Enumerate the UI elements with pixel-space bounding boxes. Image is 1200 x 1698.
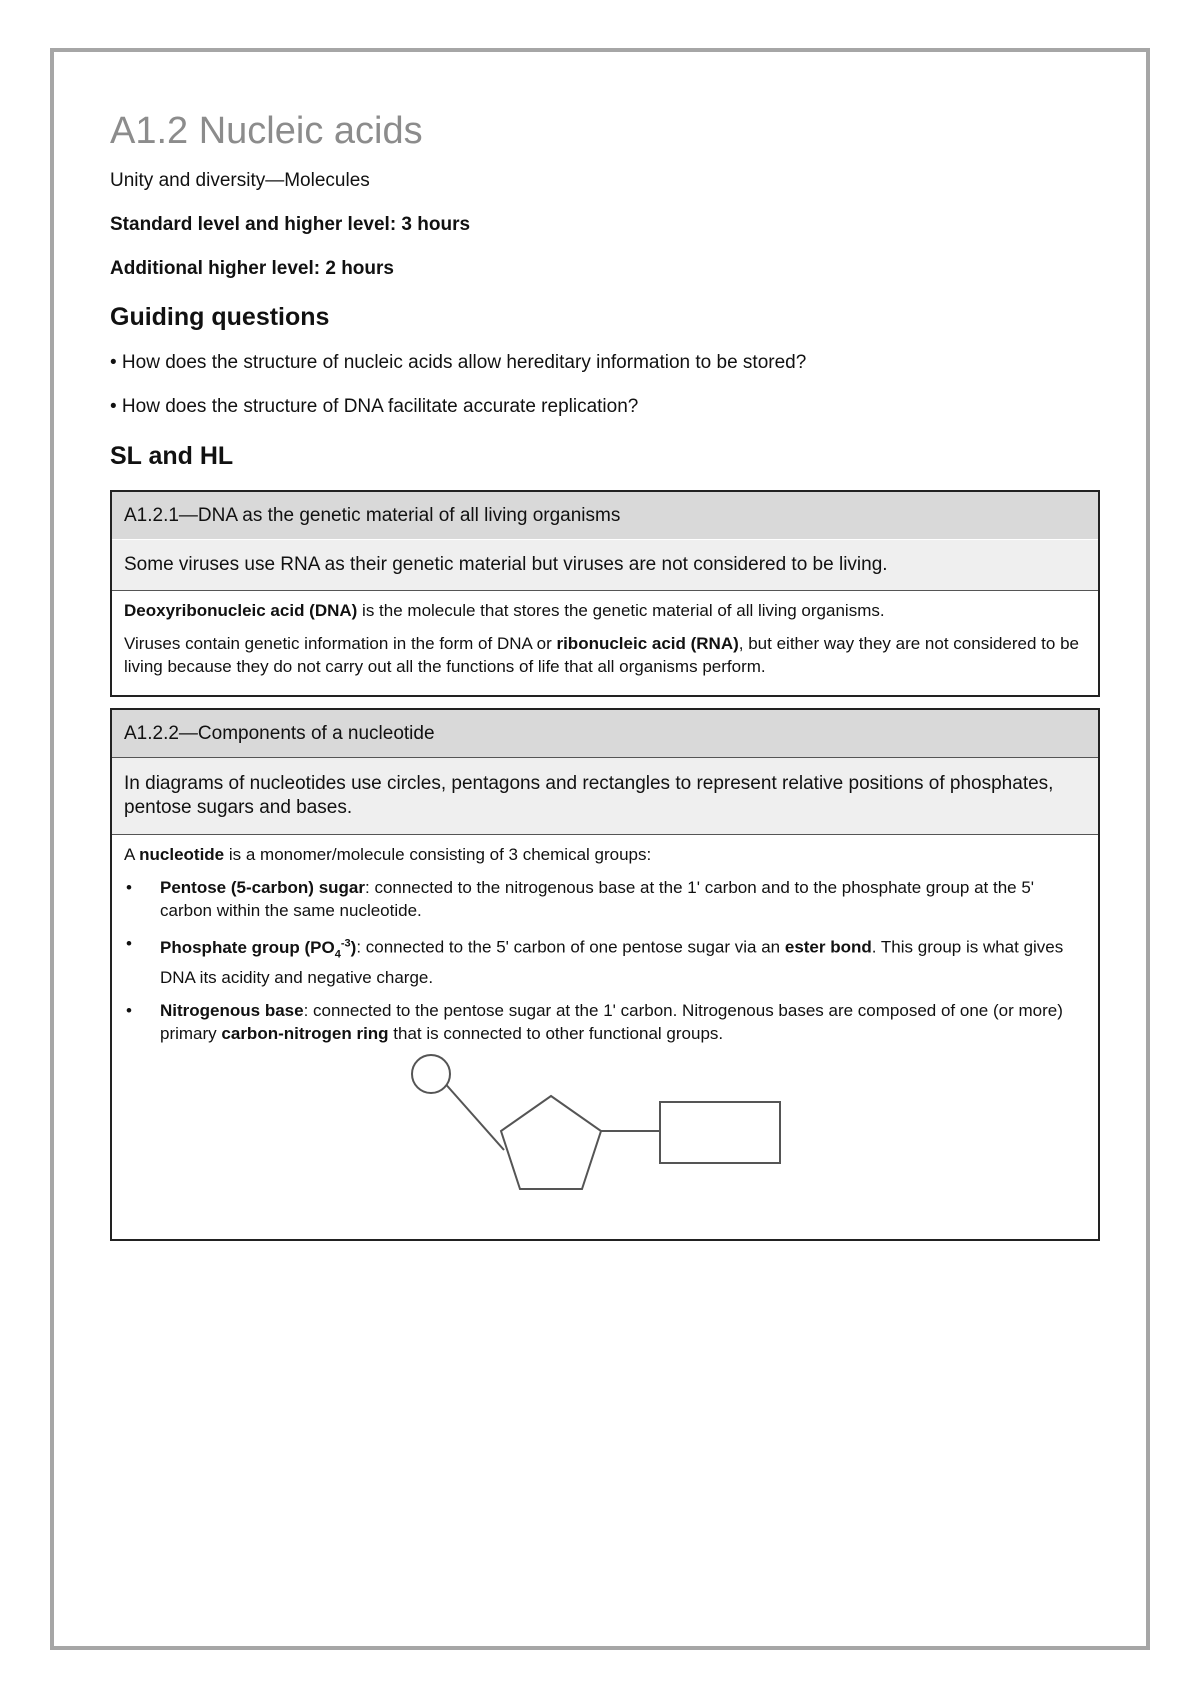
- sl-hl-heading: SL and HL: [110, 442, 234, 470]
- list-item: • Pentose (5-carbon) sugar: connected to the nitrogenous base at the 1' carbon and to the phosphate group at the 5' carbon within the same nucleotide.: [126, 878, 1035, 920]
- pentose-pentagon-icon: [501, 1096, 601, 1189]
- guiding-question: • How does the structure of DNA facilitate accurate replication?: [110, 396, 639, 417]
- list-item: • Nitrogenous base: connected to the pentose sugar at the 1' carbon. Nitrogenous bases are composed of one (or more) primary carbon-nitrogen ring that is connected to other functional groups.: [126, 1001, 1063, 1044]
- nucleotide-diagram: [112, 1054, 1098, 1244]
- section-box-a1-2-2: [110, 708, 1100, 1241]
- section-guidance: Some viruses use RNA as their genetic material but viruses are not considered to be living.: [112, 540, 1098, 591]
- section-guidance: In diagrams of nucleotides use circles, pentagons and rectangles to represent relative positions of phosphates, pentose sugars and bases.: [112, 758, 1098, 835]
- theme-subtitle: Unity and diversity—Molecules: [110, 170, 370, 191]
- paragraph: Viruses contain genetic information in the form of DNA or ribonucleic acid (RNA), but either way they are not considered to be living because they do not carry out all the functions of life that all organisms perform.: [124, 634, 1079, 676]
- bullet-marker: •: [126, 878, 132, 897]
- phosphate-sugar-bond: [442, 1080, 504, 1150]
- list-item: • Phosphate group $(PO_4^{-3})$: connected to the 5' carbon of one pentose sugar via an ester bond. This group is what gives DNA its acidity and negative charge.: [126, 934, 1064, 988]
- base-rectangle-icon: [660, 1102, 780, 1163]
- section-body: [112, 835, 1098, 1045]
- ahl-hours: Additional higher level: 2 hours: [110, 258, 394, 279]
- section-body: [112, 591, 1098, 678]
- phosphate-circle-icon: [412, 1055, 450, 1093]
- paragraph: Deoxyribonucleic acid (DNA) is the molecule that stores the genetic material of all living organisms.: [124, 601, 885, 620]
- section-box-a1-2-1: [110, 490, 1100, 697]
- component-list: [124, 876, 1086, 1045]
- guiding-question: • How does the structure of nucleic acids allow hereditary information to be stored?: [110, 352, 807, 373]
- sl-hl-hours: Standard level and higher level: 3 hours: [110, 214, 471, 235]
- paragraph: A nucleotide is a monomer/molecule consisting of 3 chemical groups:: [124, 845, 652, 864]
- section-header: A1.2.1—DNA as the genetic material of all living organisms: [112, 492, 1098, 540]
- bullet-marker: •: [126, 1001, 132, 1021]
- guiding-questions-heading: Guiding questions: [110, 303, 330, 331]
- bullet-marker: •: [126, 934, 132, 953]
- page-title: A1.2 Nucleic acids: [110, 110, 423, 152]
- section-header: A1.2.2—Components of a nucleotide: [112, 710, 1098, 758]
